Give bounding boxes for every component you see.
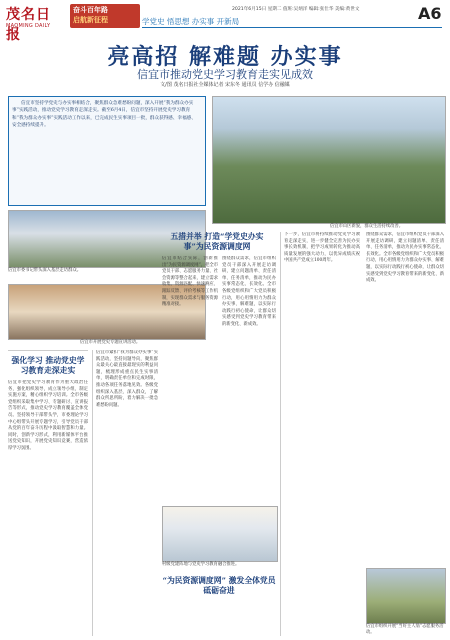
page-number: A6: [418, 4, 442, 23]
body-column-c: 信宜市结合实际，创新推出“为民资源调度网”，把全市党员干部、志愿服务力量、社会资源等整合起来，建立需求收集、资源匹配、快速响应、跟踪反馈、评价考核等工作机制，实现群众需求与服务资源精准对接。: [162, 256, 218, 308]
photo-caption-2: 信宜市开展党史专题宣讲活动。: [80, 340, 141, 345]
banner-line-1: 奋斗百年路: [73, 6, 108, 14]
photo-caption-3: 信宜市山区新貌，群众生活持续改善。: [330, 224, 404, 229]
body-column-e: 下一步，信宜市将持续推动党史学习教育走深走实，进一步健全完善为民办实事长效机制，把学习成果转化为推动高质量发展的强大动力，以优异成绩庆祝中国共产党成立100周年。: [284, 232, 360, 264]
photo-party-building: [162, 506, 278, 562]
byline: 文/图 茂名日报社全媒体记者 宋东冬 通讯员 信学办 信融媒: [160, 82, 290, 88]
masthead-rule: [142, 27, 442, 28]
body-column-d: 围绕群众需求，信宜市组织党员干部深入开展走访调研，建立问题清单、责任清单、任务清单，推动为民办实事常态化、长效化。全市各级党组织和广大党员积极行动，用心用情用力为群众办实事、解难题，以实际行动践行初心使命，让群众切实感受到党史学习教育带来的新变化、新成效。: [222, 256, 276, 327]
main-headline: 亮高招 解难题 办实事: [107, 44, 343, 70]
section-2-title: 五措并举 打造“学党史办实事”为民资源调度网: [170, 232, 264, 251]
photo-caption-1: 信宜市委书记带头深入基层走访群众。: [8, 268, 82, 273]
section-1-rule: [8, 350, 88, 351]
photo-caption-5: 信宜市组织开展“当好主人翁”志愿服务活动。: [366, 624, 444, 635]
body-column-b: 信宜市紧扣“我为群众办实事”实践活动，坚持问题导向，聚焦群众最关心最直接最现实的利益问题，梳理形成重点民生实事清单，明确责任单位和完成时限，推动各项任务落地见效。各级党组织深入基层、深入群众，了解群众所思所盼，着力解决一批急难愁盼问题。: [96, 350, 158, 408]
column-divider: [92, 350, 93, 636]
body-column-f: 围绕群众需求，信宜市组织党员干部深入开展走访调研，建立问题清单、责任清单、任务清单，推动为民办实事常态化、长效化。全市各级党组织和广大党员积极行动，用心用情用力为群众办实事、解难题，以实际行动践行初心使命，让群众切实感受到党史学习教育带来的新变化、新成效。: [366, 232, 444, 284]
section-3-title: “为民资源调度网” 激发全体党员砥砺奋进: [162, 576, 276, 595]
photo-caption-4: 村级党建阵地与党史学习教育融合推进。: [162, 562, 240, 567]
newspaper-logo: 茂名日报: [6, 7, 51, 43]
section-1-title: 强化学习 推动党史学习教育走深走实: [11, 356, 85, 375]
banner-line-2: 启航新征程: [73, 16, 108, 24]
photo-volunteers: [366, 568, 446, 624]
body-column-a: 信宜市把党史学习教育作为重大政治任务，强化组织领导，成立领导小组，制定实施方案，精心组织学习培训。全市各级党组织采取集中学习、专题研讨、宣讲报告等形式，推动党史学习教育覆盖全体党员。坚持领导干部带头学，市委理论学习中心组带头开展专题学习，引导党员干部从党的百年奋斗历程中汲取智慧和力量。同时，创新学习形式，利用新媒体平台推送党史知识，开展党史知识竞赛，营造浓厚学习氛围。: [8, 380, 88, 451]
photo-mountain-village: [212, 96, 446, 224]
intro-text: 信宜市坚持学党史与办实事相结合，聚焦群众急难愁盼问题，深入开展“我为群众办实事”实践活动，推动党史学习教育走深走实。截至6月4日，信宜市坚持开展党史学习教育和“我为群众办实事”实践活动工作以来，已完成民生实事项目一批，群众获得感、幸福感、安全感持续提升。: [12, 101, 196, 128]
dateline: 2021年6月15日 星期二 值班:吴炳洋 编辑:张仕华 美编:黄世文: [232, 7, 360, 12]
sub-headline: 信宜市推动党史学习教育走实见成效: [137, 68, 313, 81]
newspaper-logo-en: MAOMING DAILY: [6, 23, 51, 29]
column-tagline: 学党史 悟思想 办实事 开新局: [142, 17, 240, 26]
column-divider-right: [280, 232, 281, 636]
